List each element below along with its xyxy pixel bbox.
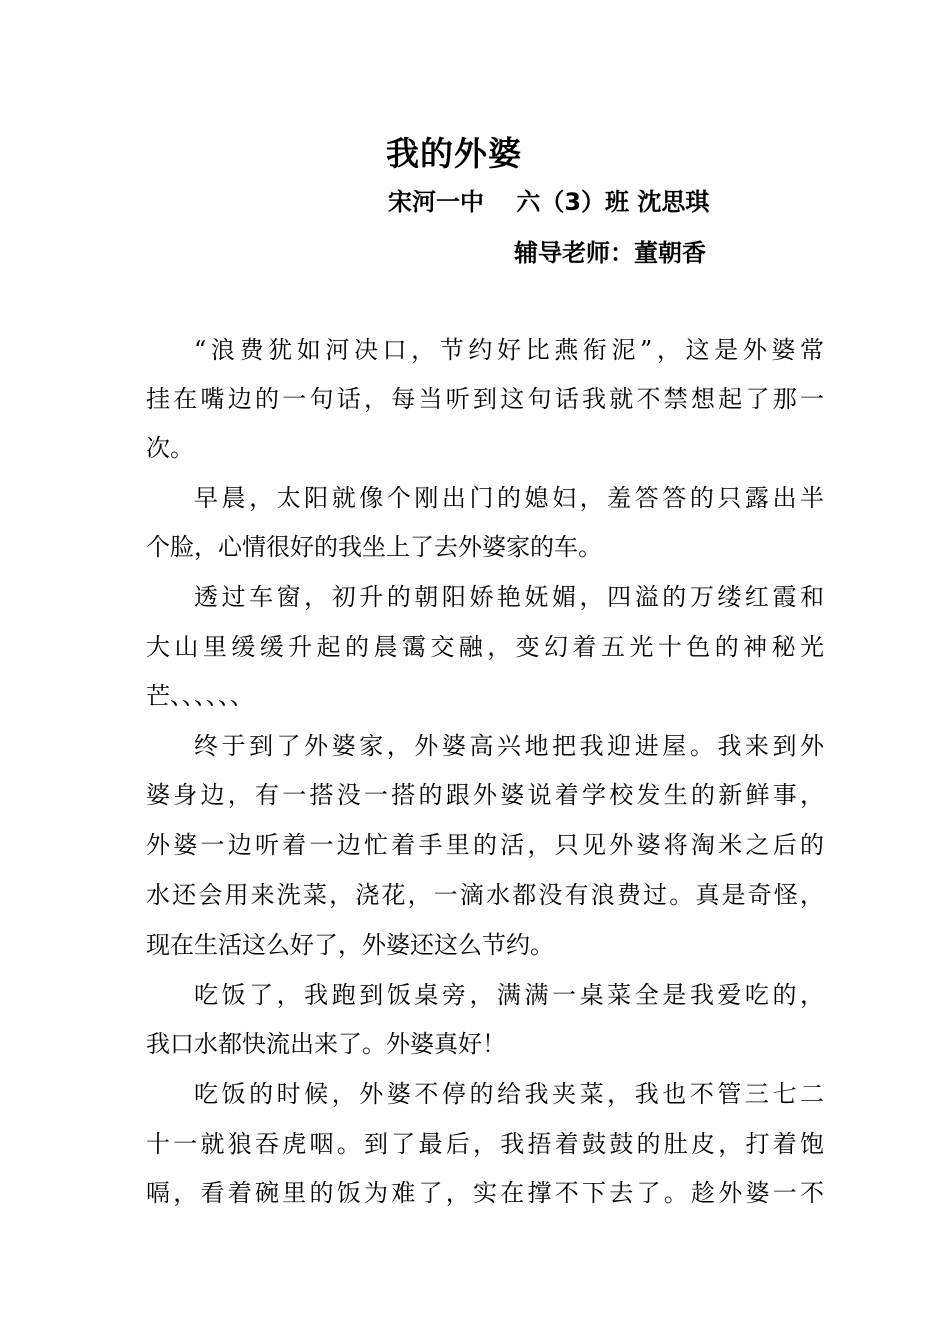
text-line: 个脸，心情很好的我坐上了去外婆家的车。: [146, 533, 602, 561]
text-line: 婆身边，有一搭没一搭的跟外婆说着学校发生的新鲜事，: [146, 781, 824, 809]
document-title: 我的外婆: [386, 134, 522, 173]
text-line: 我口水都快流出来了。外婆真好！: [146, 1030, 506, 1058]
text-line: 大山里缓缓升起的晨霭交融，变幻着五光十色的神秘光: [146, 633, 824, 661]
author-byline: 宋河一中 六（3）班 沈思琪: [388, 188, 710, 216]
text-line: 外婆一边听着一边忙着手里的活，只见外婆将淘米之后的: [146, 831, 824, 859]
text-line: 吃饭了，我跑到饭桌旁，满满一桌菜全是我爱吃的，: [194, 981, 824, 1009]
text-line: 挂在嘴边的一句话，每当听到这句话我就不禁想起了那一: [146, 385, 824, 413]
text-line: 早晨，太阳就像个刚出门的媳妇，羞答答的只露出半: [194, 484, 824, 512]
text-line: 终于到了外婆家，外婆高兴地把我迎进屋。我来到外: [194, 732, 824, 760]
text-line: 水还会用来洗菜，浇花，一滴水都没有浪费过。真是奇怪，: [146, 881, 824, 909]
text-line: 十一就狼吞虎咽。到了最后，我捂着鼓鼓的肚皮，打着饱: [146, 1130, 824, 1158]
text-line: 芒、、、、、、: [146, 682, 254, 710]
text-line: 透过车窗，初升的朝阳娇艳妩媚，四溢的万缕红霞和: [194, 583, 824, 611]
text-line: 嗝，看着碗里的饭为难了，实在撑不下去了。趁外婆一不: [146, 1179, 824, 1207]
text-line: “浪费犹如河决口，节约好比燕衔泥”，这是外婆常: [194, 336, 824, 364]
teacher-line: 辅导老师：董朝香: [514, 239, 706, 267]
text-line: 现在生活这么好了，外婆还这么节约。: [146, 931, 554, 959]
text-line: 次。: [146, 434, 194, 462]
text-line: 吃饭的时候，外婆不停的给我夹菜，我也不管三七二: [194, 1080, 824, 1108]
